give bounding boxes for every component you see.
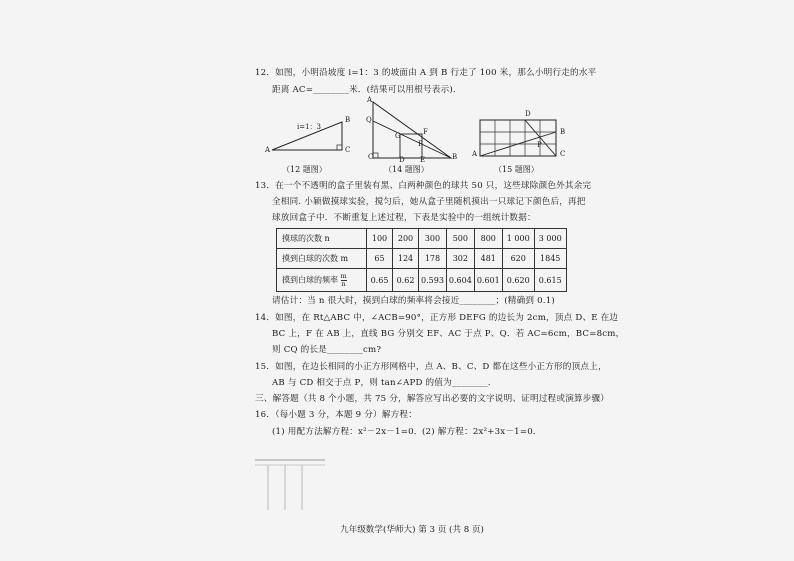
q12-line2: 距离 AC=________米．(结果可以用根号表示). [272, 85, 456, 95]
fig15-P: P [537, 141, 542, 149]
fraction-denominator: n [341, 279, 346, 288]
q16-part1: (1) 用配方法解方程：x²－2x－1=0． [272, 427, 423, 437]
q13-line2: 全相同. 小颖做摸球实验，搅匀后，她从盒子里随机摸出一只球记下颜色后，再把 [272, 197, 586, 207]
fig14-C: C [368, 153, 374, 161]
fig12-A: A [265, 146, 271, 154]
section-3-heading: 三、解答题（共 8 个小题，共 75 分，解答应写出必要的文字说明、证明过程或演算步骤） [255, 394, 610, 404]
fig14-G: G [395, 132, 401, 140]
table-cell: 620 [502, 249, 534, 269]
fig12-C: C [345, 146, 351, 154]
table-cell: 0.65 [367, 269, 393, 292]
table-cell: 124 [393, 249, 419, 269]
table-cell: 0.601 [474, 269, 502, 292]
table-cell: 3 000 [534, 229, 566, 249]
q14-line1: 14．如图，在 Rt△ABC 中，∠ACB=90°，正方形 DEFG 的边长为 2cm，顶点 D、E 在边 [255, 313, 619, 323]
table-row-label: 摸到白球的次数 m [277, 249, 367, 269]
table-row-label [277, 269, 367, 292]
fig14-E: E [420, 156, 426, 164]
table-cell: 500 [446, 229, 474, 249]
fraction-numerator: m [340, 271, 347, 280]
table-row [277, 229, 567, 249]
fig15-B: B [560, 128, 566, 136]
table-cell: 481 [474, 249, 502, 269]
q14-line3: 则 CQ 的长是________cm? [272, 345, 382, 355]
q13-estimate: 请估计：当 n 很大时，摸到白球的频率将会接近________；(精确到 0.1) [272, 296, 555, 306]
q16-part2: (2) 解方程：2x²+3x－1=0． [422, 427, 542, 437]
fig15-C: C [560, 150, 566, 158]
fig14-P: P [418, 140, 423, 148]
frequency-fraction [341, 273, 347, 288]
frequency-table [276, 228, 567, 292]
q15-line2: AB 与 CD 相交于点 P，则 tan∠APD 的值为________． [272, 378, 497, 388]
table-row [277, 269, 567, 292]
table-row-label: 摸球的次数 n [277, 229, 367, 249]
q13-line3: 球放回盒子中．不断重复上述过程，下表是实验中的一组统计数据： [272, 213, 536, 223]
caption-14: （14 题图） [384, 165, 429, 174]
fig14-Q: Q [366, 116, 372, 124]
q14-line2: BC 上，F 在 AB 上，直线 BG 分别交 EF、AC 于点 P、Q．若 AC=6cm，BC=8cm， [272, 329, 625, 339]
table-cell: 200 [393, 229, 419, 249]
fig14-A: A [367, 96, 373, 104]
table-cell: 800 [474, 229, 502, 249]
table-cell: 0.593 [419, 269, 447, 292]
table-cell: 100 [367, 229, 393, 249]
frequency-label: 摸到白球的频率 [282, 275, 338, 284]
bleed-through-marks [250, 455, 330, 515]
table-cell: 0.620 [502, 269, 534, 292]
table-cell: 1845 [534, 249, 566, 269]
q15-line1: 15．如图，在边长相同的小正方形网格中，点 A、B、C、D 都在这些小正方形的顶点上， [255, 362, 607, 372]
table-cell: 0.62 [393, 269, 419, 292]
caption-15: （15 题图） [494, 165, 539, 174]
fig15-D: D [525, 110, 531, 118]
table-cell: 300 [419, 229, 447, 249]
page-footer: 九年级数学(华师大) 第 3 页 (共 8 页) [340, 525, 484, 535]
table-row [277, 249, 567, 269]
q12-line1: 12．如图，小明沿坡度 i=1：3 的坡面由 A 到 B 行走了 100 米，那么小明行走的水平 [255, 68, 597, 78]
caption-12: （12 题图） [282, 165, 327, 174]
table-cell: 178 [419, 249, 447, 269]
q13-line1: 13．在一个不透明的盒子里装有黑、白两种颜色的球共 50 只，这些球除颜色外其余完 [255, 181, 592, 191]
table-cell: 302 [446, 249, 474, 269]
fig12-B: B [345, 116, 351, 124]
table-cell: 65 [367, 249, 393, 269]
table-cell: 0.604 [446, 269, 474, 292]
figure-15 [478, 118, 560, 160]
fig15-A: A [472, 150, 478, 158]
slope-label: i=1：3 [297, 123, 322, 131]
table-cell: 1 000 [502, 229, 534, 249]
fig14-F: F [423, 128, 428, 136]
q16-line1: 16．（每小题 3 分，本题 9 分）解方程： [255, 410, 418, 420]
figure-14 [365, 98, 465, 162]
fig14-B: B [452, 153, 458, 161]
fig14-D: D [399, 156, 405, 164]
table-cell: 0.615 [534, 269, 566, 292]
